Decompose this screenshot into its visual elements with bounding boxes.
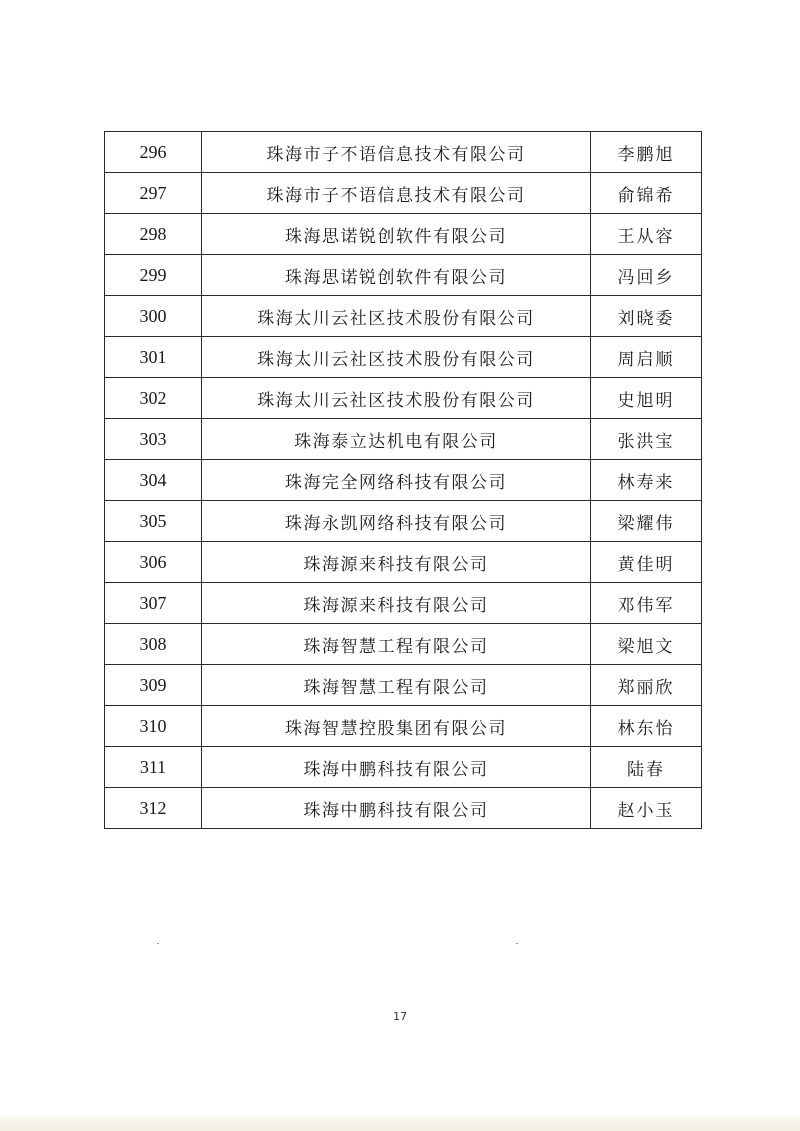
row-number: 312: [105, 788, 202, 829]
table-row: [105, 255, 702, 296]
scan-speck: [516, 943, 518, 944]
person-name: 张洪宝: [591, 419, 702, 460]
row-number: 309: [105, 665, 202, 706]
person-name: 赵小玉: [591, 788, 702, 829]
person-name: 周启顺: [591, 337, 702, 378]
person-name: 梁耀伟: [591, 501, 702, 542]
person-name: 刘晓委: [591, 296, 702, 337]
person-name: 林寿来: [591, 460, 702, 501]
row-number: 301: [105, 337, 202, 378]
company-name: 珠海思诺锐创软件有限公司: [202, 255, 591, 296]
table-row: [105, 747, 702, 788]
person-name: 林东怡: [591, 706, 702, 747]
person-name: 俞锦希: [591, 173, 702, 214]
company-name: 珠海智慧工程有限公司: [202, 665, 591, 706]
company-name: 珠海永凯网络科技有限公司: [202, 501, 591, 542]
table-row: [105, 132, 702, 173]
table-row: [105, 706, 702, 747]
company-name: 珠海泰立达机电有限公司: [202, 419, 591, 460]
table-row: [105, 665, 702, 706]
table-row: [105, 624, 702, 665]
row-number: 308: [105, 624, 202, 665]
table-row: [105, 419, 702, 460]
row-number: 303: [105, 419, 202, 460]
person-name: 邓伟军: [591, 583, 702, 624]
row-number: 302: [105, 378, 202, 419]
company-name: 珠海完全网络科技有限公司: [202, 460, 591, 501]
row-number: 307: [105, 583, 202, 624]
table-row: [105, 788, 702, 829]
row-number: 305: [105, 501, 202, 542]
row-number: 311: [105, 747, 202, 788]
row-number: 306: [105, 542, 202, 583]
table-row: [105, 337, 702, 378]
company-name: 珠海太川云社区技术股份有限公司: [202, 296, 591, 337]
person-name: 王从容: [591, 214, 702, 255]
row-number: 300: [105, 296, 202, 337]
person-name: 黄佳明: [591, 542, 702, 583]
table-row: [105, 173, 702, 214]
company-name: 珠海太川云社区技术股份有限公司: [202, 378, 591, 419]
row-number: 298: [105, 214, 202, 255]
person-name: 李鹏旭: [591, 132, 702, 173]
roster-table: [104, 131, 702, 829]
company-name: 珠海中鹏科技有限公司: [202, 747, 591, 788]
company-name: 珠海源来科技有限公司: [202, 583, 591, 624]
company-name: 珠海智慧控股集团有限公司: [202, 706, 591, 747]
scan-edge-band: [0, 1112, 800, 1131]
roster-table-body: [105, 132, 702, 829]
table-row: [105, 542, 702, 583]
person-name: 梁旭文: [591, 624, 702, 665]
company-name: 珠海市子不语信息技术有限公司: [202, 173, 591, 214]
scan-speck: [157, 943, 159, 944]
company-name: 珠海市子不语信息技术有限公司: [202, 132, 591, 173]
table-row: [105, 214, 702, 255]
person-name: 陆春: [591, 747, 702, 788]
page-number: 17: [393, 1010, 407, 1023]
table-row: [105, 296, 702, 337]
company-name: 珠海源来科技有限公司: [202, 542, 591, 583]
table-row: [105, 501, 702, 542]
row-number: 296: [105, 132, 202, 173]
person-name: 冯回乡: [591, 255, 702, 296]
person-name: 史旭明: [591, 378, 702, 419]
row-number: 304: [105, 460, 202, 501]
row-number: 299: [105, 255, 202, 296]
company-name: 珠海太川云社区技术股份有限公司: [202, 337, 591, 378]
table-row: [105, 583, 702, 624]
company-name: 珠海智慧工程有限公司: [202, 624, 591, 665]
table-row: [105, 460, 702, 501]
row-number: 310: [105, 706, 202, 747]
company-name: 珠海中鹏科技有限公司: [202, 788, 591, 829]
company-name: 珠海思诺锐创软件有限公司: [202, 214, 591, 255]
person-name: 郑丽欣: [591, 665, 702, 706]
table-row: [105, 378, 702, 419]
row-number: 297: [105, 173, 202, 214]
